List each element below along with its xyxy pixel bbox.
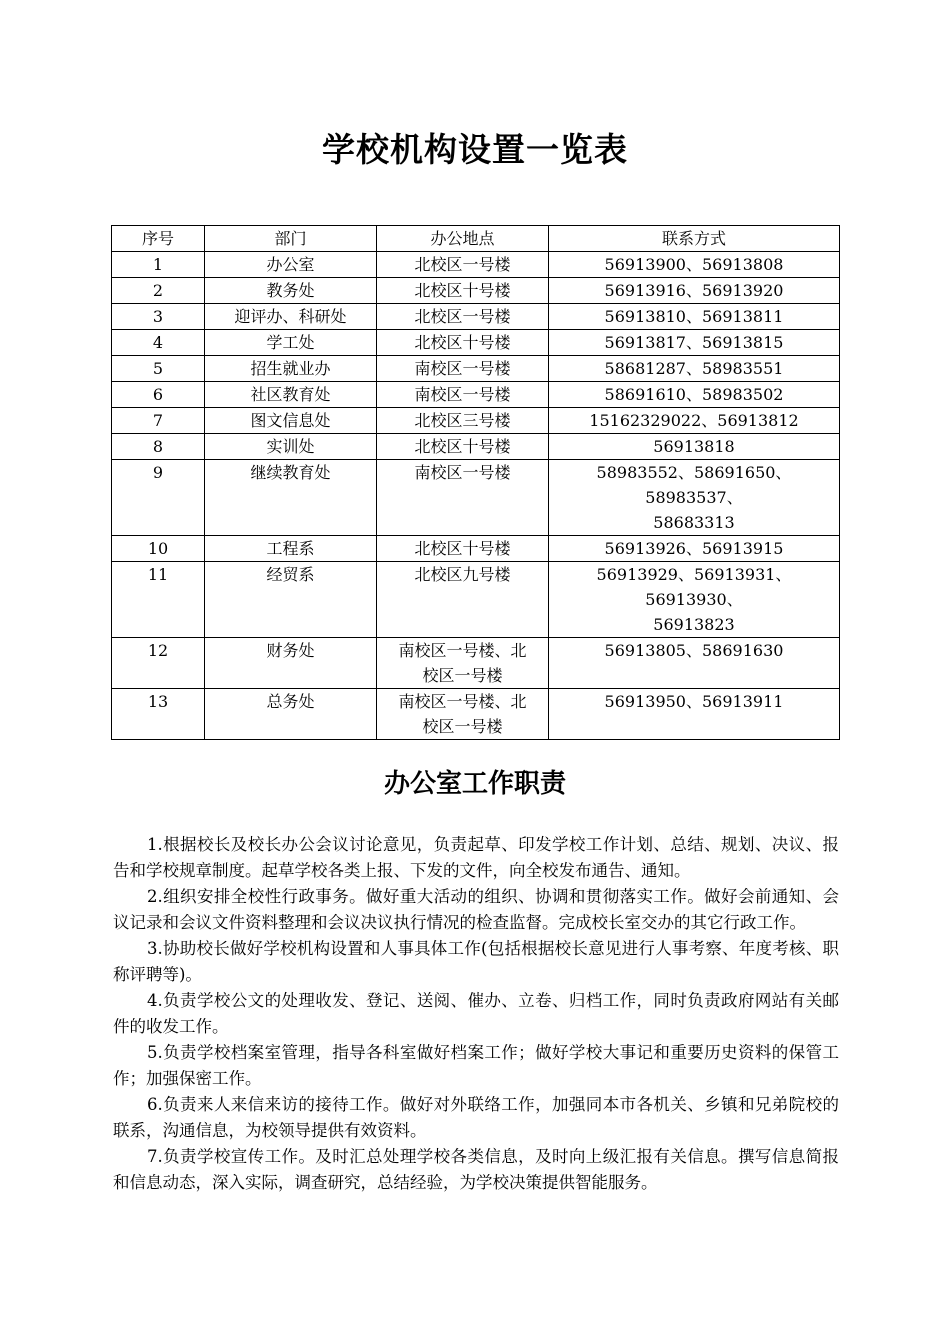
cell-location-line: 南校区一号楼、北	[398, 641, 527, 660]
cell-contact: 15162329022、56913812	[549, 408, 840, 434]
cell-no: 8	[112, 434, 205, 460]
cell-no: 3	[112, 304, 205, 330]
cell-dept: 实训处	[205, 434, 377, 460]
cell-dept: 总务处	[205, 689, 377, 740]
duty-item: 4.负责学校公文的处理收发、登记、送阅、催办、立卷、归档工作，同时负责政府网站有关邮件的收发工作。	[113, 991, 839, 1036]
cell-no: 9	[112, 460, 205, 536]
cell-location-line: 校区一号楼	[422, 717, 503, 736]
cell-location	[377, 638, 549, 689]
cell-contact: 56913817、56913815	[549, 330, 840, 356]
cell-location-line: 校区一号楼	[422, 666, 503, 685]
cell-dept: 继续教育处	[205, 460, 377, 536]
duties-list	[113, 832, 839, 1196]
table-row	[112, 562, 840, 638]
header-no: 序号	[112, 226, 205, 252]
cell-dept: 工程系	[205, 536, 377, 562]
cell-location: 北校区十号楼	[377, 536, 549, 562]
table-header-row	[112, 226, 840, 252]
cell-dept: 学工处	[205, 330, 377, 356]
cell-no: 12	[112, 638, 205, 689]
cell-location: 北校区十号楼	[377, 434, 549, 460]
duty-item: 1.根据校长及校长办公会议讨论意见，负责起草、印发学校工作计划、总结、规划、决议、报告和学校规章制度。起草学校各类上报、下发的文件，向全校发布通告、通知。	[113, 835, 839, 880]
table-row	[112, 434, 840, 460]
cell-dept: 迎评办、科研处	[205, 304, 377, 330]
cell-contact-line: 56913823	[653, 615, 735, 634]
cell-location	[377, 689, 549, 740]
cell-contact-line: 58983552、58691650、58983537、	[596, 463, 792, 507]
cell-contact: 56913916、56913920	[549, 278, 840, 304]
header-contact: 联系方式	[549, 226, 840, 252]
cell-location: 南校区一号楼	[377, 356, 549, 382]
cell-contact	[549, 562, 840, 638]
cell-contact: 58681287、58983551	[549, 356, 840, 382]
table-row	[112, 689, 840, 740]
header-dept: 部门	[205, 226, 377, 252]
cell-contact-line: 58683313	[653, 513, 735, 532]
cell-dept: 经贸系	[205, 562, 377, 638]
duty-item: 7.负责学校宣传工作。及时汇总处理学校各类信息，及时向上级汇报有关信息。撰写信息简报和信息动态，深入实际，调查研究，总结经验，为学校决策提供智能服务。	[113, 1147, 839, 1192]
cell-contact-line: 56913929、56913931、56913930、	[596, 565, 792, 609]
table-row	[112, 408, 840, 434]
cell-no: 10	[112, 536, 205, 562]
cell-location: 南校区一号楼	[377, 382, 549, 408]
cell-location: 北校区三号楼	[377, 408, 549, 434]
cell-no: 5	[112, 356, 205, 382]
cell-dept: 财务处	[205, 638, 377, 689]
cell-contact: 56913926、56913915	[549, 536, 840, 562]
cell-no: 7	[112, 408, 205, 434]
duty-item: 6.负责来人来信来访的接待工作。做好对外联络工作，加强同本市各机关、乡镇和兄弟院校的联系，沟通信息，为校领导提供有效资料。	[113, 1095, 839, 1140]
cell-no: 2	[112, 278, 205, 304]
cell-location: 北校区一号楼	[377, 304, 549, 330]
cell-contact: 56913810、56913811	[549, 304, 840, 330]
cell-contact	[549, 460, 840, 536]
page-title: 学校机构设置一览表	[322, 130, 628, 169]
header-location: 办公地点	[377, 226, 549, 252]
cell-contact: 56913805、58691630	[549, 638, 840, 689]
cell-location-line: 南校区一号楼、北	[398, 692, 527, 711]
duty-item: 5.负责学校档案室管理，指导各科室做好档案工作；做好学校大事记和重要历史资料的保管工作；加强保密工作。	[113, 1043, 839, 1088]
section-title: 办公室工作职责	[383, 769, 566, 799]
cell-contact: 56913950、56913911	[549, 689, 840, 740]
table-row	[112, 382, 840, 408]
cell-contact: 58691610、58983502	[549, 382, 840, 408]
cell-dept: 社区教育处	[205, 382, 377, 408]
cell-location: 北校区十号楼	[377, 330, 549, 356]
cell-dept: 办公室	[205, 252, 377, 278]
table-row	[112, 278, 840, 304]
cell-no: 6	[112, 382, 205, 408]
table-row	[112, 638, 840, 689]
table-row	[112, 304, 840, 330]
cell-no: 4	[112, 330, 205, 356]
table-row	[112, 460, 840, 536]
cell-contact: 56913900、56913808	[549, 252, 840, 278]
cell-location: 北校区九号楼	[377, 562, 549, 638]
table-row	[112, 356, 840, 382]
cell-no: 11	[112, 562, 205, 638]
table-row	[112, 536, 840, 562]
cell-dept: 招生就业办	[205, 356, 377, 382]
table-row	[112, 330, 840, 356]
cell-location: 北校区一号楼	[377, 252, 549, 278]
org-table	[111, 225, 840, 740]
cell-dept: 教务处	[205, 278, 377, 304]
duty-item: 2.组织安排全校性行政事务。做好重大活动的组织、协调和贯彻落实工作。做好会前通知、会议记录和会议文件资料整理和会议决议执行情况的检查监督。完成校长室交办的其它行政工作。	[113, 887, 839, 932]
table-body	[112, 252, 840, 740]
cell-location: 南校区一号楼	[377, 460, 549, 536]
cell-no: 13	[112, 689, 205, 740]
cell-no: 1	[112, 252, 205, 278]
duty-item: 3.协助校长做好学校机构设置和人事具体工作(包括根据校长意见进行人事考察、年度考核、职称评聘等)。	[113, 939, 839, 984]
cell-contact: 56913818	[549, 434, 840, 460]
cell-location: 北校区十号楼	[377, 278, 549, 304]
cell-dept: 图文信息处	[205, 408, 377, 434]
table-row	[112, 252, 840, 278]
